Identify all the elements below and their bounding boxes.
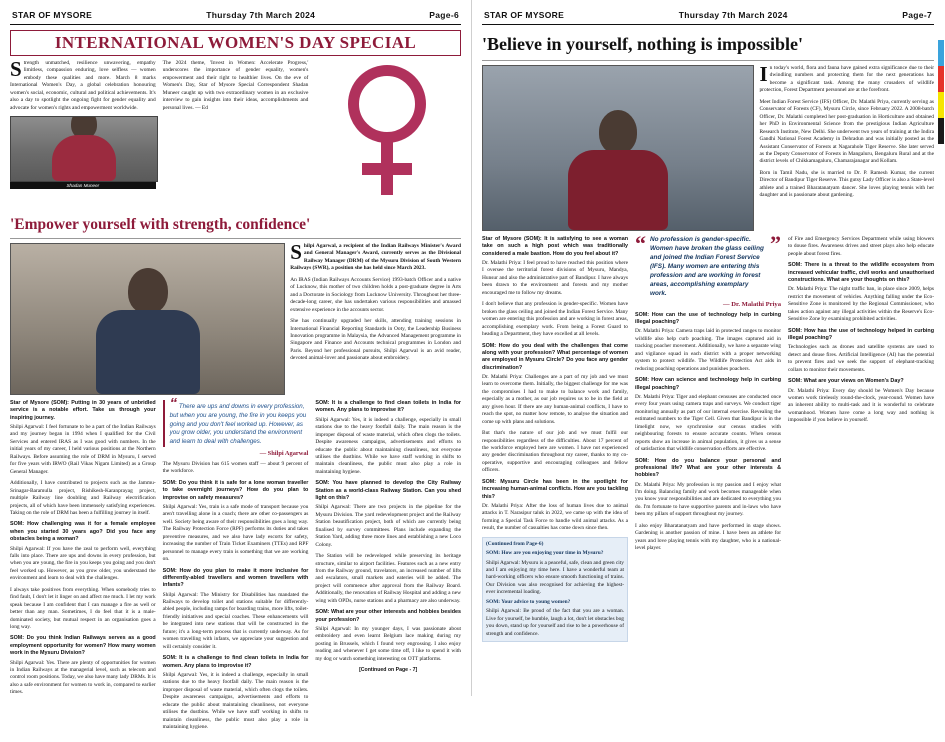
qa-answer-8b: The Station will be redeveloped while preserving its heritage structure, similar to airport facilities. Features such as a new entry from the Railway ground, travelators, an increased number of lifts and escalators, small markets and eateries will be added. The project will commence after approval from the Railway Board. Additionally, the renovation of Railway Hospital and adding a new wing with OPDs, nurse stations and a pharmacy are also underway. (315, 553, 462, 604)
qa-question-1: Star of Mysore (SOM): Putting in 30 years of unbridled service is a notable effort. Take us through your inspiring journey. (10, 400, 156, 421)
sidecol-question-3: SOM: What are your views on Women's Day? (788, 378, 904, 385)
continued-box (482, 537, 628, 642)
qa-question-5: SOM: How do you plan to make it more inclusive for differently-abled travellers and women travellers with infants? (162, 567, 309, 589)
masthead-page-number: Page-6 (429, 10, 459, 20)
portrait-col (482, 65, 752, 231)
qa-question-4: SOM: Do you think it is safe for a lone woman traveller to take overnight journeys? How do you plan to improvise on safety measures? (162, 479, 309, 501)
masthead-left (0, 0, 471, 24)
malathi-priya-photo (482, 65, 754, 231)
article-p1: An IRAS (Indian Railways Accounts Service) 1993-batch Officer and a native of Lucknow, this mother of two children holds a post-graduate degree in Arts and a Doctorate in Sociology from Lucknow University. Throughout her three-decade-long career, she has undertaken various responsibilities and amassed extensive experience in the accounts sector. (290, 276, 461, 313)
sidecol-text-2: Dr. Malathi Priya: The night traffic ban, in place since 2009, helps restrict the movement of vehicles. Anything falling under the Eco-Sensitive Zone is monitored by the Regional Commissioner, who takes action against any illegal activities within the Reserve's Eco-Sensitive Zone by examining prohibited activities. (788, 286, 934, 323)
bio-p1: In today's world, flora and fauna have gained extra significance due to their dwindling numbers and protecting them for the next generations has become a significant task. Among the many crusaders of wildlife protection, Forest Department personnel are at the forefront. (759, 62, 934, 94)
qa-answer-2: Shilpi Agarwal: If you have the zeal to perform well, everything falls into place. There are ups and downs in every profession, but when you are young, the fire in you keeps you going and you don't feel worked up. However, as you grow older, you understand the environment and learn to deal with the challenges. (10, 545, 156, 582)
qa-col-1 (10, 400, 156, 736)
continued-answer: Shilpi Agarwal: Mysuru is a peaceful, safe, clean and green city and I am enjoying my time here. I have a wonderful team at hard-working officers who ensure smooth functioning of trains. Our Division was also recognised for achieving the highest-ever incremental loading. (486, 559, 624, 596)
right-answer-1: Dr. Malathi Priya: I feel proud to have reached this position where I oversee the territorial forest divisions of Mysuru, Mandya, Hunsur and also the administrative part of Bandipur. I have always been drawn to the environment and forests and my mother encouraged me to follow my dreams. (482, 260, 628, 296)
qa-answer-4: Shilpi Agarwal: Yes, train is a safe mode of transport because you aren't travelling alone in a coach; there are other co-passengers as well. Society being aware of their responsibilities goes a long way. The Railway Protection Force (RPF) performs its duties and takes preventive measures, and we also have lady escorts for safety, increasing the number of Train Ticket Examiners (TTEs) and RPF personnel to manage every train is something that we are working on. (162, 503, 309, 563)
right-question-5: SOM: How can science and technology help in curbing illegal poaching? (635, 377, 781, 391)
pull-quote-right (635, 231, 781, 299)
section-headline: INTERNATIONAL WOMEN'S DAY SPECIAL (54, 33, 417, 52)
qa-answer-9: Shilpi Agarwal: In my younger days, I was passionate about embroidery and even learnt Belgium lace making during my posting in Brussels, which I found very engrossing. I also enjoy reading and whenever I get some time off, I like to spend it with my dog or watch something interesting on OTT platforms. (315, 625, 462, 662)
continued-from-label: (Continued from Page-6) (486, 540, 544, 547)
headline-rule-right (482, 60, 934, 61)
masthead-right (472, 0, 944, 24)
intro-col-2 (163, 60, 309, 210)
qa-answer-5: Shilpi Agarwal: The Ministry for Disabilities has mandated the Railways to develop toilet and stations suitable for differently-abled people, including ramps for boarding trains, more lifts, toilet-friendly initiatives and special coaches. These enhancements will be integrated into new stations that will be constructed in the future; it's a long-term process that is currently underway. As for women travelling with infants, we appreciate your suggestion and will certainly consider it. (162, 591, 309, 650)
right-answer-6b: I also enjoy Bharatanatyam and have performed in stage shows. Gardening is another passion of mine. I have been an athlete for years and love playing tennis with my daughter, who is a national-level player. (635, 522, 781, 552)
right-answer-5: Dr. Malathi Priya: Tiger and elephant censuses are conducted once every four years using camera traps and surveys. We conduct tiger monitoring annually as part of our internal exercise. Revealing the estimated numbers to the Tiger Cell. Given that Bandipur is in the limelight now, we synchronise our census studies with neighbouring forests to ensure accurate counts. When census reports show an increase in animal population, it gives us a sense of satisfaction that wildlife conservation efforts are effective. (635, 393, 781, 453)
shilpi-agarwal-photo (10, 243, 285, 395)
sidecol-question-1: SOM: There is a threat to the wildlife ecosystem from increased vehicular traffic, civil works and unauthorised constructions. What are your thoughts on this? (788, 262, 934, 284)
qa-answer-1b: Additionally, I have contributed to projects such as the Jammu-Srinagar-Baramulla project, Rishikesh-Karanprayag project, multiple Railway line doubling and Railway electrification projects, all of which have been immensely satisfying experiences. Taking on the role of DRM has been a fulfilling journey in itself. (10, 480, 156, 517)
qa-answer-2b: I always take positives from everything. When somebody tries to find fault, I don't let it linger on and affect me much. I let my work speak because I am confident that I can manage a fire as well or better than any man. Sometimes, I do feel that it is a male-dominated society, but mutual respect in an organisation goes a long way. (10, 586, 156, 631)
article-columns-top (10, 240, 461, 395)
intro-col-3 (315, 60, 461, 210)
right-question-6: SOM: How do you balance your personal and professional life? What are your other interests & hobbies? (635, 457, 781, 479)
article-headline-left: 'Empower yourself with strength, confidence' (10, 216, 311, 233)
sidecol-text-4: Dr. Malathi Priya: Every day should be Women's Day because women work tirelessly round-the-clock, year-round. Women have an inherent ability to multi-task and it is wonderful to celebrate womanhood. Women have come a long way and nothing is impossible if you believe in yourself. (788, 387, 934, 424)
right-answer-2: Dr. Malathi Priya: Challenges are a part of my job and we must learn to overcome them. Initially, the biggest challenge for me was the compromises I had to make to balance work and family, especially as a mother, as our job requires us to be in the field at any given hour. If there are any human-animal conflicts, I have to reach the spot, no matter how remote, to analyse the situation and come up with plans and solutions. (482, 373, 628, 425)
quote-open-icon-right: “ (635, 231, 646, 256)
venus-symbol-graphic (315, 60, 461, 210)
article-p2: She has continually upgraded her skills, attending training sessions in International Financial Reporting Standards in Ooty, the Leadership Business Innovation programme in Malaysia, the Advanced Management programme in Singapore and Finance and Accounts technical programmes in London and Paris. Beyond her professional pursuits, Shilpi Agarwal is an avid reader, devoted animal-lover and passionate about embroidery. (290, 318, 461, 362)
masthead-title: STAR OF MYSORE (12, 10, 93, 20)
pull-quote-text-right: No profession is gender-specific. Women have broken the glass ceiling and joined the Indian Forest Service (IFS). Many women are entering this profession and are working in forest areas, accomplishing exemplary work. (650, 236, 764, 297)
qa-question-7: SOM: It is a challenge to find clean toilets in India for women. Any plans to improvise it? (315, 400, 462, 414)
masthead-page-number-right: Page-7 (902, 10, 932, 20)
bio-col (759, 62, 934, 231)
pull-quote-text: There are ups and downs in every profession, but when you are young, the fire in you keeps you going and you don't feel worked up. However, as you grow older, you understand the environment and learn to deal with challenges. (169, 403, 307, 446)
pull-quote-attribution-right: — Dr. Malathi Priya (723, 300, 781, 308)
sidecol-question-2: SOM: How has the use of technology helped in curbing illegal poaching? (788, 327, 934, 341)
continued-answer-2: Shilpi Agarwal: Be proud of the fact that you are a woman. Live for yourself, be humble, laugh a lot, don't let obstacles bog you down, stand up for yourself and rise to be a powerhouse of strength and confidence. (486, 608, 624, 637)
page-left (0, 0, 472, 731)
qa-question-2: SOM: How challenging was it for a female employee when you started 30 years ago? Did you face any obstacles being a woman? (10, 521, 156, 543)
intro-columns (10, 57, 461, 210)
masthead-title-right: STAR OF MYSORE (484, 10, 565, 20)
quote-open-icon: “ (169, 395, 178, 412)
qa-question-9: SOM: What are your other interests and hobbies besides your profession? (315, 609, 462, 623)
quote-close-icon-right: ” (770, 231, 781, 256)
intro-paragraph-1: Strength unmatched, resilience unwavering, empathy limitless, compassion enduring, love selfless — women embody these qualities and more. March 8 marks International Women's Day, a global celebration honouring women's social, economic, cultural and political achievements. It's also a day to spotlight the ongoing fight for gender equality and advocate for women's rights and empowerment worldwide. (10, 57, 156, 111)
right-answer-3: Dr. Malathi Priya: After the loss of human lives due to animal attacks in T. Narasipur taluk in 2022, we came up with the idea of forming a Special Task Force to handle wild animal attacks. As a result, the number of casualties has come down since then. (482, 502, 628, 532)
bio-p3: Born in Tamil Nadu, she is married to Dr. P. Ramesh Kumar, the current Director of Bandipur Tiger Reserve. This gutsy Lady Officer is also a State-level athlete and a trained Bharatanatyam dancer. She loves playing tennis with her daughter and is passionate about gardening. (759, 169, 934, 199)
reporter-photo (10, 116, 158, 182)
section-headline-box (10, 30, 461, 56)
qa-answer-1: Shilpi Agarwal: I feel fortunate to be a part of the Indian Railways and my journey began in 1994 when I qualified for the Civil Services and entered IRAS as I was good with numbers. In the initial years of my career, I held various positions at the Northern Railways. Before assuming the role of DRM in Mysuru, I served for five years with IRWO (Rail Vikas Nigam Limited) as a Group General Manager. (10, 424, 156, 475)
qa-question-6: SOM: It is a challenge to find clean toilets in India for women. Any plans to improvise it? (162, 655, 309, 669)
page-right-content (472, 25, 944, 648)
right-question-1: Star of Mysore (SOM): It is satisfying to see a woman take on such a high post which was traditionally considered a male bastion. How do you feel about it? (482, 236, 628, 257)
right-question-3: SOM: Mysuru Circle has been in the spotlight for increasing human-animal conflicts. How are you tackling this? (482, 478, 628, 500)
qa-answer-8: Shilpi Agarwal: There are two projects in the pipeline for the Mysuru Division. The yard redevelopment project and the Railway Station beautification project, both of which are currently being finalised by survey committees. Plans include expanding the Station Yard, adding three more lines and establishing a new Loco Colony. (315, 504, 462, 548)
qa-answer-6: Shilpi Agarwal: Yes, it is indeed a challenge, especially in small stations due to the heavy footfall daily. The main reason is the improper disposal of waste material, which often clogs the toilets. Despite awareness campaigns, advertisements and efforts to educate the public about maintaining cleanliness, not everyone utilises the dustbins. While we have staff working in shifts to maintain cleanliness, the public must also play a role in maintaining hygiene. (162, 671, 309, 731)
qa-answer-3b: The Mysuru Division has 615 women staff — about 9 percent of the workforce. (162, 460, 309, 475)
page-left-content (0, 25, 471, 742)
article-standfirst: Shilpi Agarwal, a recipient of the Indian Railways Minister's Award and General Manager's Award, currently serves as the Divisional Railway Manager (DRM) of the Mysuru Division of South Western Railways (SWR), a position she has held since March 2023. (290, 240, 461, 272)
pull-quote-left (163, 395, 309, 447)
intro-col-1 (10, 57, 156, 210)
right-answer-1b: I don't believe that any profession is gender-specific. Women have broken the glass ceiling and joined the Indian Forest Service. Many women are entering this profession and are working in forest areas, accomplishing exemplary work. From being a Forest Guard to heading a Department, they have excelled at all levels. (482, 301, 628, 338)
qa-question-3: SOM: Do you think Indian Railways serves as a good employment opportunity for women? How many women work in the Mysuru Division? (10, 635, 156, 657)
right-answer-6: Dr. Malathi Priya: My profession is my passion and I enjoy what I'm doing. Balancing family and work becomes manageable when you know your responsibilities and are dedicated to everything you do. I'm fortunate to have supportive parents and in-laws who have been my pillars of support throughout my journey. (635, 481, 781, 518)
article-photo-col (10, 243, 283, 395)
qa-answer-7: Shilpi Agarwal: Yes, it is indeed a challenge, especially in small stations due to the heavy footfall daily. The main reason is the improper disposal of waste material, which often clogs the toilets. Despite awareness campaigns, advertisements and efforts to educate the public about maintaining cleanliness, not everyone utilises the dustbins. While we have staff working in shifts to maintain cleanliness, the public must also play a role in maintaining hygiene. (315, 416, 462, 475)
masthead-date: Thursday 7th March 2024 (206, 10, 316, 20)
continued-lead: SOM: How are you enjoying your time in Mysuru? (486, 550, 604, 557)
continued-question-2: SOM: Your advice to young women? (486, 598, 571, 605)
sidecol-text-3: Technologies such as drones and satellite systems are used to detect and douse fires. Artificial Intelligence (AI) has the potential to prevent fires and we seek the support of elephant-tracking collars to monitor their movements. (788, 344, 934, 373)
article-standfirst-col (290, 240, 461, 395)
masthead-date-right: Thursday 7th March 2024 (678, 10, 788, 20)
qa-col-2 (162, 395, 309, 736)
bio-p2: Meet Indian Forest Service (IFS) Officer, Dr. Malathi Priya, currently serving as Conservator of Forests (CF), Mysuru Circle, since February 2022. A 2008-batch Officer, Dr. Malathi completed her post-graduation in Horticulture and obtained her PhD in Environmental Science from the prestigious Indian Agriculture Research Institute, New Delhi. She underwent two years of training at the Indira Gandhi National Forest Academy in Dehradun and was initially posted as the Assistant Conservator of Forests at Nagarahole Tiger Reserve. She later served as the Deputy Conservator of Forests in Mangaluru, Bengaluru Rural and at the district levels of Chikkamagaluru, Chamarajanagar and Kollam. (759, 98, 934, 165)
right-qa-col-2 (635, 231, 781, 642)
qa-question-8: SOM: You have planned to develop the City Railway Station as a world-class Railway Station. Can you shed light on this? (315, 480, 462, 501)
pull-quote-attribution: — Shilpi Agarwal (259, 449, 309, 457)
right-answer-4: Dr. Malathi Priya: Camera traps laid in protected ranges to monitor wildlife also help curb poaching. The images captured aid in tracking poacher movement. Additionally, we have a separate wing and vigilance squad in each district with a proper networking system to protect wildlife. The Wildlife Protection Act aids in reducing poaching operations and punishes poachers. (635, 328, 781, 372)
right-qa-col-1 (482, 236, 628, 642)
colour-registration-bar (938, 40, 944, 144)
intro-paragraph-2: The 2024 theme, 'Invest in Women: Accelerate Progress,' underscores the importance of gender equality, women's empowerment and their right to healthier lives. On the eve of Women's Day, Star of Mysore Special Correspondent Shadan Muneer caught up with two extraordinary women in an exclusive interview to gain insights into their ideas, accomplishments and personal lives. — Ed (162, 60, 309, 111)
heart-icon (370, 85, 404, 115)
qa-answer-3: Shilpi Agarwal: Yes. There are plenty of opportunities for women in Indian Railways at the managerial level, such as telecom and control room positions. Today, we also have many lady DRMs. It is also a safe environment for women to work in, compared to earlier times. (10, 659, 156, 696)
right-qa-columns (482, 231, 934, 642)
right-answer-2b: But that's the nature of our job and we must fulfil our responsibilities regardless of the difficulties. About 17 percent of the workforce employed here are women. I have not experienced any gender discrimination throughout my career, thanks to my co-operative, supportive and encouraging colleagues and fellow officers. (482, 430, 628, 474)
right-question-4: SOM: How can the use of technology help in curbing illegal poaching? (635, 311, 781, 326)
headline-rule (10, 238, 461, 239)
qa-col-3 (315, 400, 461, 736)
continued-note-left: [Continued on Page - 7] (359, 667, 418, 674)
reporter-photo-caption: Shadan Muneer (10, 182, 156, 189)
right-question-2: SOM: How do you deal with the challenges that come along with your profession? What percentage of women are employed in Mysuru Circle? Do you face any gender discrimination? (482, 342, 628, 371)
article-headline-right: 'Believe in yourself, nothing is impossible' (482, 34, 804, 54)
sidecol-text-1: of Fire and Emergency Services Department while using blowers to douse fires. Awareness drives and street plays also help educate people about forest fires. (788, 236, 934, 257)
right-qa-col-3 (788, 236, 934, 642)
article-columns-qa (10, 395, 462, 736)
right-top-columns (482, 62, 934, 231)
page-right (472, 0, 944, 696)
